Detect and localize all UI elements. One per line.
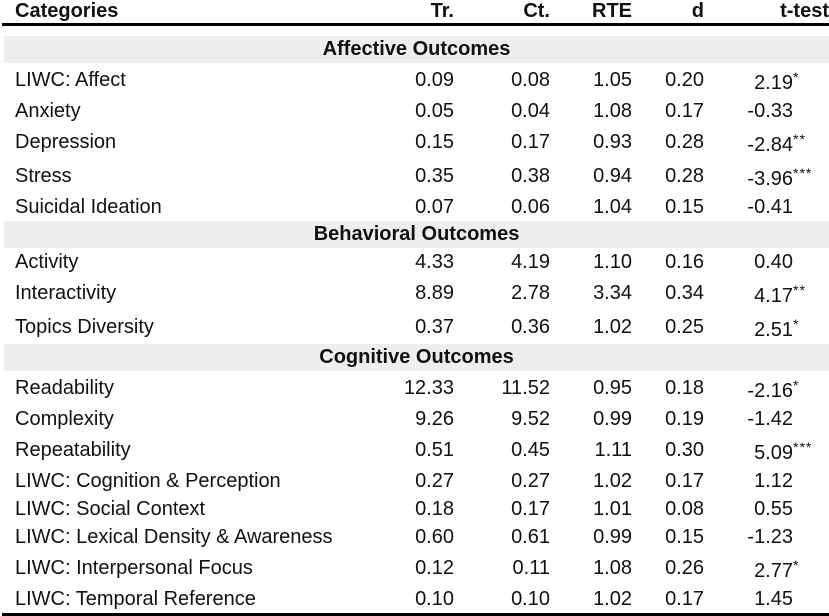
table-row (2, 125, 829, 159)
ct-cell: 0.11 (512, 557, 550, 579)
table-row (2, 433, 829, 467)
rte-cell: 1.04 (593, 196, 632, 218)
d-cell: 0.25 (665, 316, 704, 338)
table-row (2, 405, 829, 433)
t-test-value: -2.84 (747, 134, 793, 156)
t-test-value: 0.40 (754, 251, 793, 273)
ct-cell: 11.52 (501, 377, 550, 399)
category-cell: Topics Diversity (15, 316, 154, 338)
rte-cell: 0.95 (593, 377, 632, 399)
tr-cell: 4.33 (415, 251, 454, 273)
table-row (2, 495, 829, 523)
table-row (2, 523, 829, 551)
d-cell: 0.16 (665, 251, 704, 273)
t-test-value: 2.19 (754, 72, 793, 94)
category-cell: LIWC: Social Context (15, 498, 206, 520)
tr-cell: 0.51 (415, 439, 454, 461)
category-cell: Repeatability (15, 439, 131, 461)
rte-cell: 1.11 (594, 439, 632, 461)
table-row (2, 97, 829, 125)
rte-cell: 1.05 (593, 69, 632, 91)
category-cell: LIWC: Temporal Reference (2, 585, 392, 615)
table-row (2, 585, 829, 615)
t-test-value: 2.77 (754, 560, 793, 582)
t-test-cell: -2.84** (747, 131, 806, 156)
t-test-value: -1.23 (747, 526, 793, 548)
t-test-value: 0.55 (754, 498, 793, 520)
ct-cell: 0.27 (511, 470, 550, 492)
rte-cell: 3.34 (593, 282, 632, 304)
t-test-cell: 2.19* (754, 69, 800, 94)
tr-cell: 8.89 (415, 282, 454, 304)
t-test-value: -2.16 (747, 380, 793, 402)
d-cell: 0.17 (665, 470, 704, 492)
t-test-value: -1.42 (747, 408, 793, 430)
t-test-cell (704, 193, 829, 221)
category-cell: Interactivity (15, 282, 117, 304)
t-test-value: 5.09 (754, 442, 793, 464)
rte-cell: 1.08 (593, 100, 632, 122)
header-gap-cell (2, 25, 829, 37)
d-cell: 0.28 (665, 165, 704, 187)
t-test-cell (704, 97, 829, 125)
rte-cell: 1.02 (550, 585, 632, 615)
table-row (2, 159, 829, 193)
category-cell: Depression (15, 131, 117, 153)
table-row (2, 276, 829, 310)
t-test-cell (704, 405, 829, 433)
rte-cell: 1.10 (593, 251, 632, 273)
t-test-value: 4.17 (754, 285, 793, 307)
header-row (2, 0, 829, 25)
column-header-t-test: t-test (704, 0, 829, 25)
t-test-value: -0.33 (747, 100, 793, 122)
t-test-cell: 2.77* (754, 557, 800, 582)
tr-cell: 0.18 (415, 498, 454, 520)
category-cell: LIWC: Cognition & Perception (15, 470, 281, 492)
tr-cell: 0.07 (415, 196, 454, 218)
t-test-cell: 4.17** (754, 282, 806, 307)
ct-cell: 0.61 (511, 526, 550, 548)
d-cell: 0.20 (665, 69, 704, 91)
category-cell: Stress (15, 165, 72, 187)
d-cell: 0.17 (632, 585, 704, 615)
table-row (2, 248, 829, 276)
d-cell: 0.26 (665, 557, 704, 579)
t-test-cell: -3.96*** (747, 165, 813, 190)
rte-cell: 0.99 (593, 526, 632, 548)
ct-cell: 0.06 (511, 196, 550, 218)
t-test-cell (704, 248, 829, 276)
tr-cell: 0.60 (415, 526, 454, 548)
t-test-cell: 2.51* (754, 316, 800, 341)
ct-cell: 4.19 (511, 251, 550, 273)
rte-cell: 0.93 (593, 131, 632, 153)
tr-cell: 0.15 (415, 131, 454, 153)
d-cell: 0.18 (665, 377, 704, 399)
d-cell: 0.08 (665, 498, 704, 520)
ct-cell: 0.36 (511, 316, 550, 338)
tr-cell: 0.35 (415, 165, 454, 187)
rte-cell: 1.02 (593, 316, 632, 338)
tr-cell: 0.12 (415, 557, 454, 579)
category-cell: LIWC: Lexical Density & Awareness (15, 526, 333, 548)
tr-cell: 0.09 (415, 69, 454, 91)
table-row (2, 310, 829, 344)
ct-cell: 2.78 (511, 282, 550, 304)
column-header-ct: Ct. (454, 0, 550, 25)
d-cell: 0.28 (665, 131, 704, 153)
t-test-value: 1.45 (754, 588, 793, 610)
t-test-value: 1.12 (754, 470, 793, 492)
ct-cell: 0.08 (511, 69, 550, 91)
column-header-categories: Categories (2, 0, 392, 25)
table-row (2, 193, 829, 221)
section-row (2, 221, 829, 248)
tr-cell: 0.10 (392, 585, 454, 615)
category-cell: LIWC: Affect (15, 69, 126, 91)
section-header: Behavioral Outcomes (2, 221, 829, 248)
ct-cell: 0.17 (511, 498, 550, 520)
t-test-cell (704, 523, 829, 551)
ct-cell: 9.52 (511, 408, 550, 430)
ct-cell: 0.38 (511, 165, 550, 187)
d-cell: 0.34 (665, 282, 704, 304)
tr-cell: 0.37 (415, 316, 454, 338)
rte-cell: 0.99 (593, 408, 632, 430)
table-row (2, 467, 829, 495)
ct-cell: 0.10 (454, 585, 550, 615)
category-cell: Readability (15, 377, 114, 399)
section-header: Cognitive Outcomes (2, 344, 829, 371)
tr-cell: 0.27 (415, 470, 454, 492)
t-test-cell (704, 585, 829, 615)
t-test-cell: -2.16* (747, 377, 800, 402)
section-row (2, 36, 829, 63)
tr-cell: 12.33 (403, 377, 454, 399)
column-header-tr: Tr. (392, 0, 454, 25)
category-cell: Complexity (15, 408, 114, 430)
column-header-rte: RTE (550, 0, 632, 25)
tr-cell: 9.26 (415, 408, 454, 430)
section-header: Affective Outcomes (2, 36, 829, 63)
rte-cell: 1.08 (593, 557, 632, 579)
category-cell: Suicidal Ideation (15, 196, 162, 218)
table-row (2, 63, 829, 97)
tr-cell: 0.05 (415, 100, 454, 122)
category-cell: LIWC: Interpersonal Focus (15, 557, 253, 579)
header-gap (2, 25, 829, 37)
d-cell: 0.30 (665, 439, 704, 461)
rte-cell: 1.02 (593, 470, 632, 492)
t-test-cell (704, 495, 829, 523)
column-header-d: d (632, 0, 704, 25)
category-cell: Anxiety (15, 100, 81, 122)
t-test-cell: 5.09*** (754, 439, 813, 464)
ct-cell: 0.17 (511, 131, 550, 153)
rte-cell: 0.94 (593, 165, 632, 187)
d-cell: 0.17 (665, 100, 704, 122)
rte-cell: 1.01 (593, 498, 632, 520)
d-cell: 0.15 (665, 196, 704, 218)
t-test-value: -3.96 (747, 168, 793, 190)
d-cell: 0.15 (665, 526, 704, 548)
t-test-value: -0.41 (747, 196, 793, 218)
table-row (2, 551, 829, 585)
ct-cell: 0.45 (511, 439, 550, 461)
table-row (2, 371, 829, 405)
section-row (2, 344, 829, 371)
t-test-cell (704, 467, 829, 495)
ct-cell: 0.04 (511, 100, 550, 122)
t-test-value: 2.51 (754, 319, 793, 341)
d-cell: 0.19 (665, 408, 704, 430)
category-cell: Activity (15, 251, 79, 273)
